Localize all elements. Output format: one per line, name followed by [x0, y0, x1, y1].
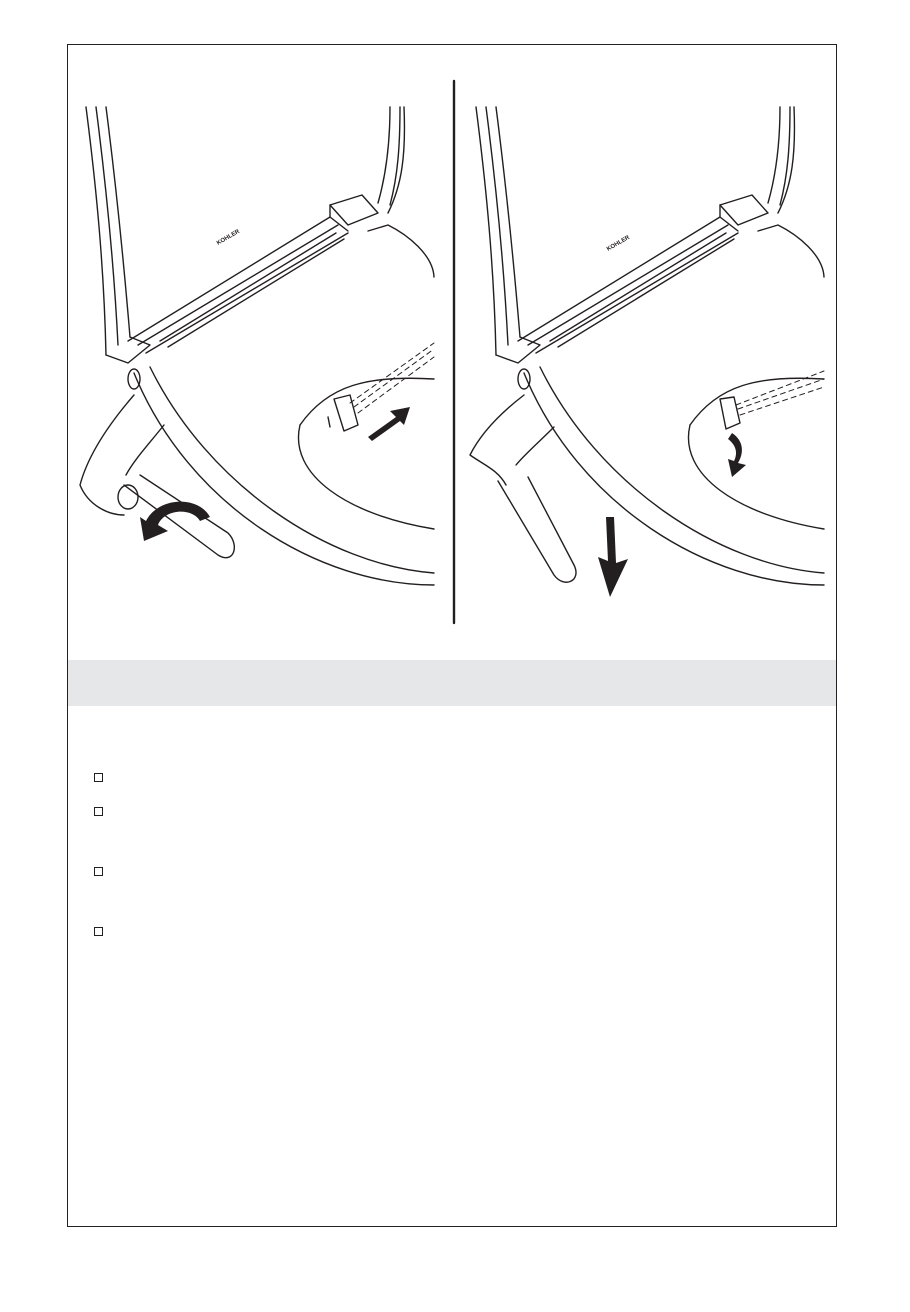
- curved-down-arrow-icon: [728, 433, 746, 477]
- checklist-item[interactable]: [94, 805, 113, 816]
- checklist-item[interactable]: [94, 925, 113, 936]
- checkbox[interactable]: [94, 773, 103, 782]
- brand-logo-left: KOHLER: [216, 228, 241, 247]
- checklist-item[interactable]: [94, 865, 113, 876]
- down-arrow-icon: [598, 517, 628, 597]
- checkbox[interactable]: [94, 807, 103, 816]
- right-panel: [470, 107, 824, 585]
- page-frame: [67, 44, 837, 1227]
- checklist-item[interactable]: [94, 771, 113, 782]
- up-right-arrow-icon: [368, 407, 410, 441]
- checkbox[interactable]: [94, 867, 103, 876]
- section-heading: [68, 660, 836, 684]
- brand-logo-right: KOHLER: [606, 234, 631, 253]
- left-panel: [80, 107, 434, 585]
- illustration-area: [68, 45, 836, 660]
- checkbox[interactable]: [94, 927, 103, 936]
- section-heading-band: [68, 660, 836, 706]
- installation-illustration: [68, 45, 836, 660]
- rotate-arrow-icon: [140, 502, 210, 541]
